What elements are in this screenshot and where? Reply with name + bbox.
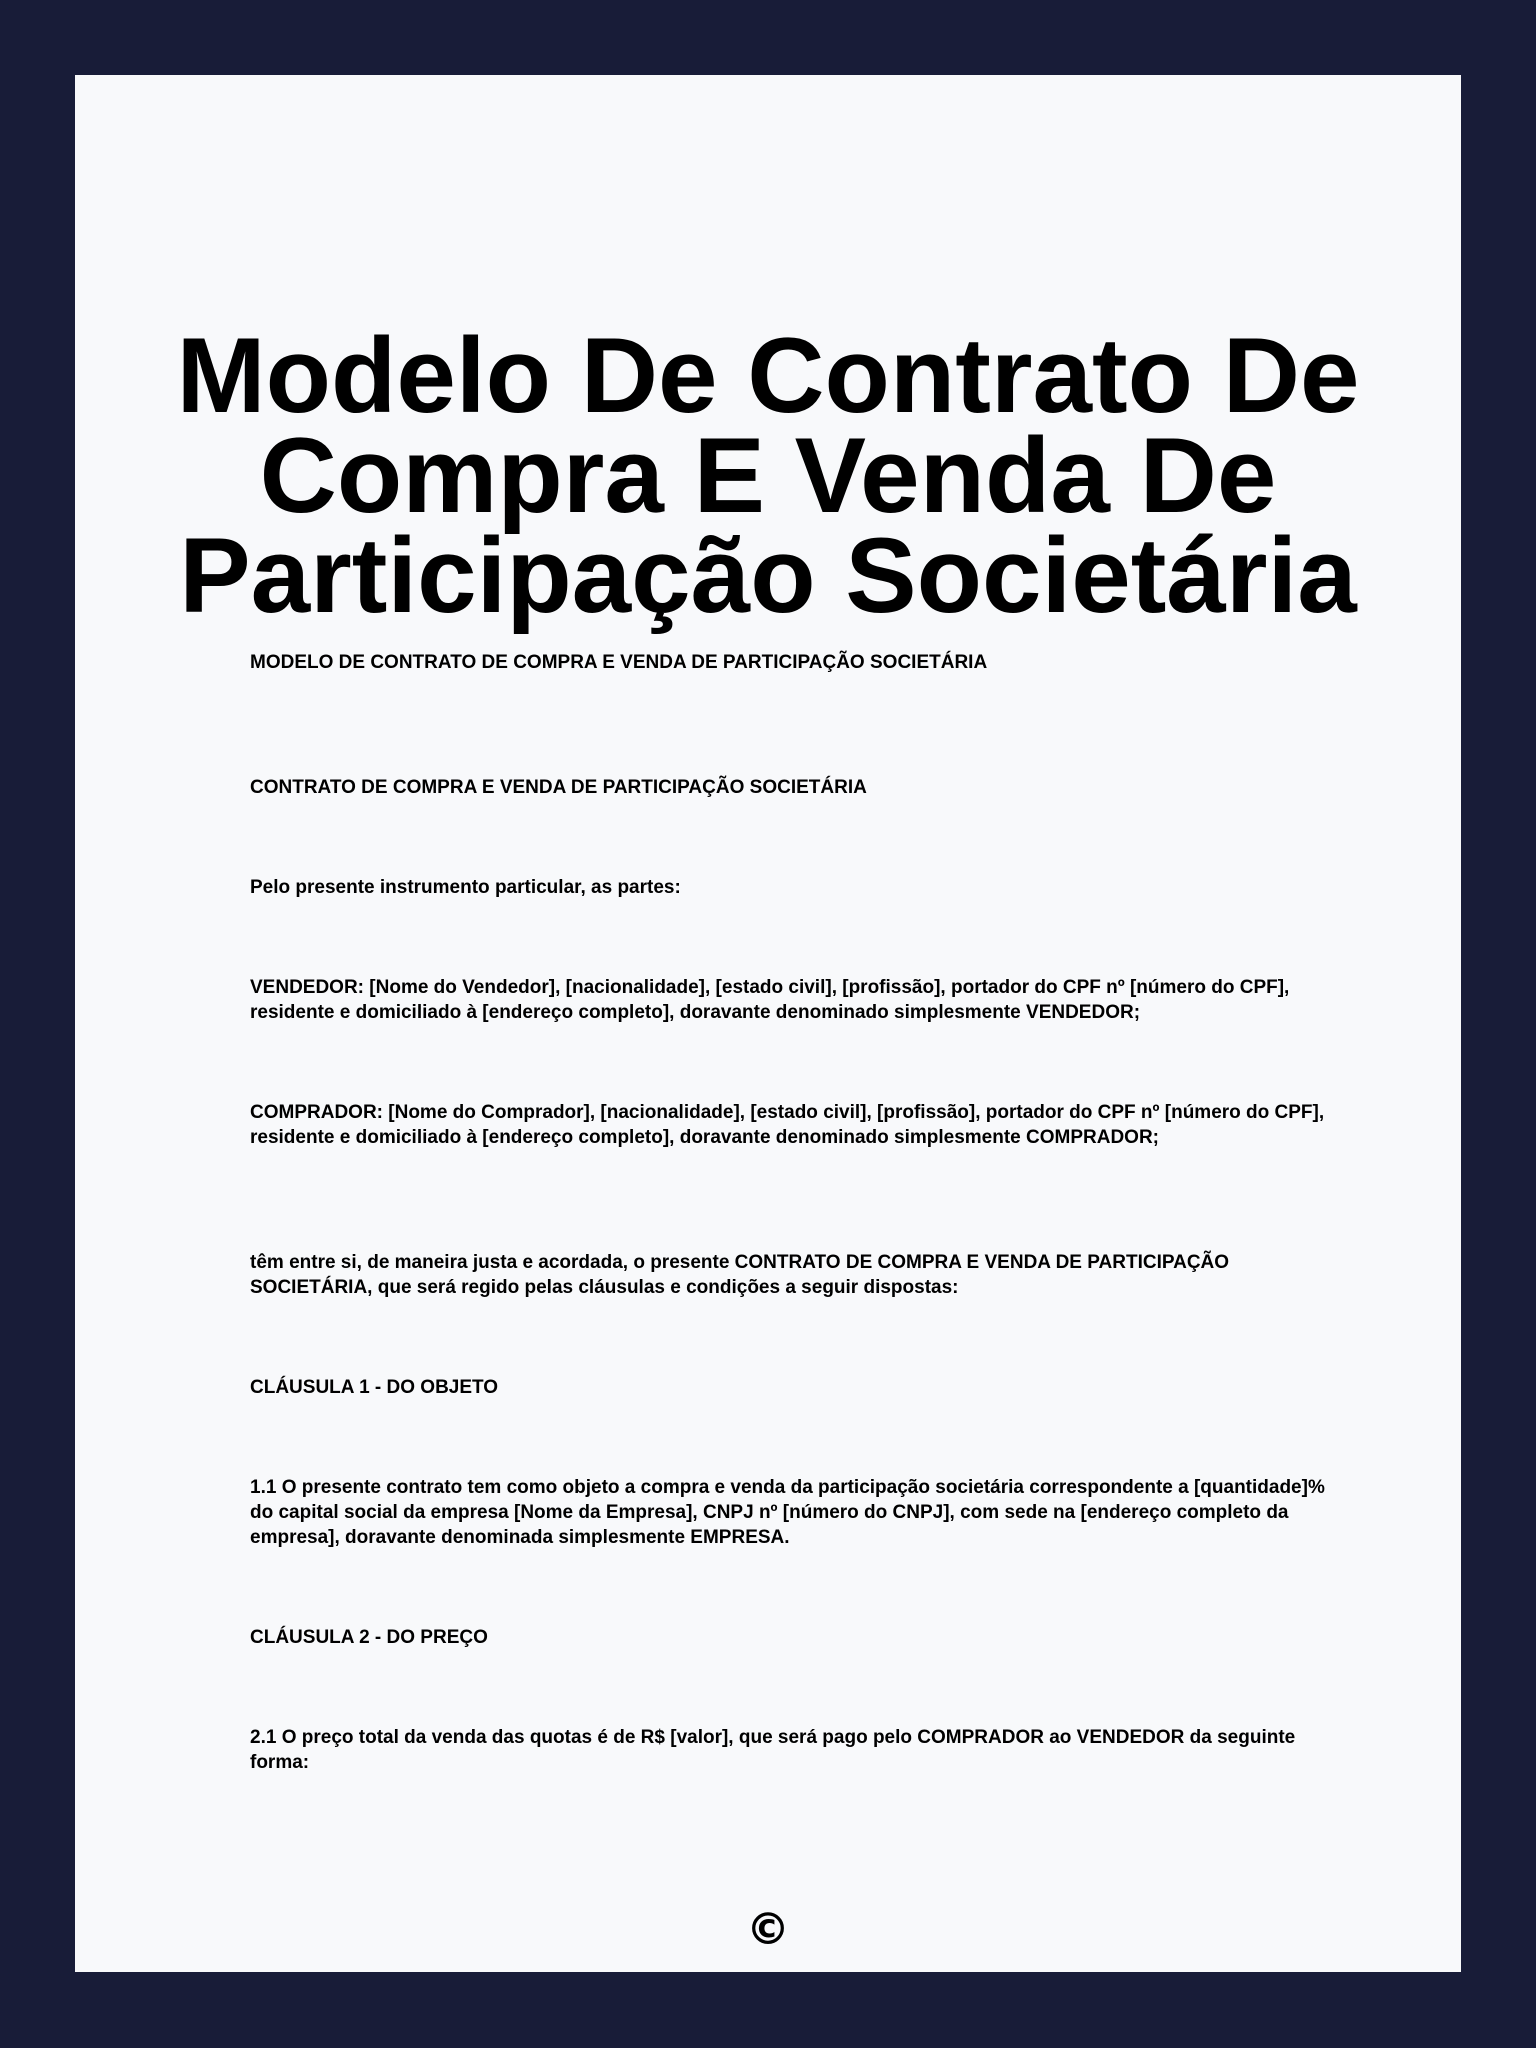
clause-1-1-paragraph: 1.1 O presente contrato tem como objeto a compra e venda da participação societária correspondente a [quantidade]% do capital social da empresa [Nome da Empresa], CNPJ nº [número do CNPJ], com sede na [endereço completo da empresa], doravante denominada simplesmente EMPRESA. (250, 1477, 1325, 1548)
agreement-paragraph: têm entre si, de maneira justa e acordada, o presente CONTRATO DE COMPRA E VENDA DE PARTICIPAÇÃO SOCIETÁRIA, que será regido pelas cláusulas e condições a seguir dispostas: (250, 1252, 1230, 1298)
document-heading: MODELO DE CONTRATO DE COMPRA E VENDA DE PARTICIPAÇÃO SOCIETÁRIA (250, 652, 988, 673)
contract-heading: CONTRATO DE COMPRA E VENDA DE PARTICIPAÇÃO SOCIETÁRIA (250, 777, 867, 798)
clause-2-1-paragraph: 2.1 O preço total da venda das quotas é de R$ [valor], que será pago pelo COMPRADOR ao VENDEDOR da seguinte forma: (250, 1727, 1296, 1773)
copyright-icon: © (746, 1904, 790, 1955)
clause-2-heading: CLÁUSULA 2 - DO PREÇO (250, 1627, 488, 1648)
intro-paragraph: Pelo presente instrumento particular, as partes: (250, 877, 681, 898)
document-page (75, 75, 1461, 1972)
clause-1-heading: CLÁUSULA 1 - DO OBJETO (250, 1377, 499, 1398)
seller-paragraph: VENDEDOR: [Nome do Vendedor], [nacionalidade], [estado civil], [profissão], portador do CPF nº [número do CPF], residente e domiciliado à [endereço completo], doravante denominado simplesmente VENDEDOR; (250, 977, 1290, 1023)
buyer-paragraph: COMPRADOR: [Nome do Comprador], [nacionalidade], [estado civil], [profissão], portador do CPF nº [número do CPF], residente e domiciliado à [endereço completo], doravante denominado simplesmente COMPRADOR; (250, 1102, 1325, 1148)
document-title: Modelo De Contrato De Compra E Venda De Participação Societária (176, 315, 1360, 635)
